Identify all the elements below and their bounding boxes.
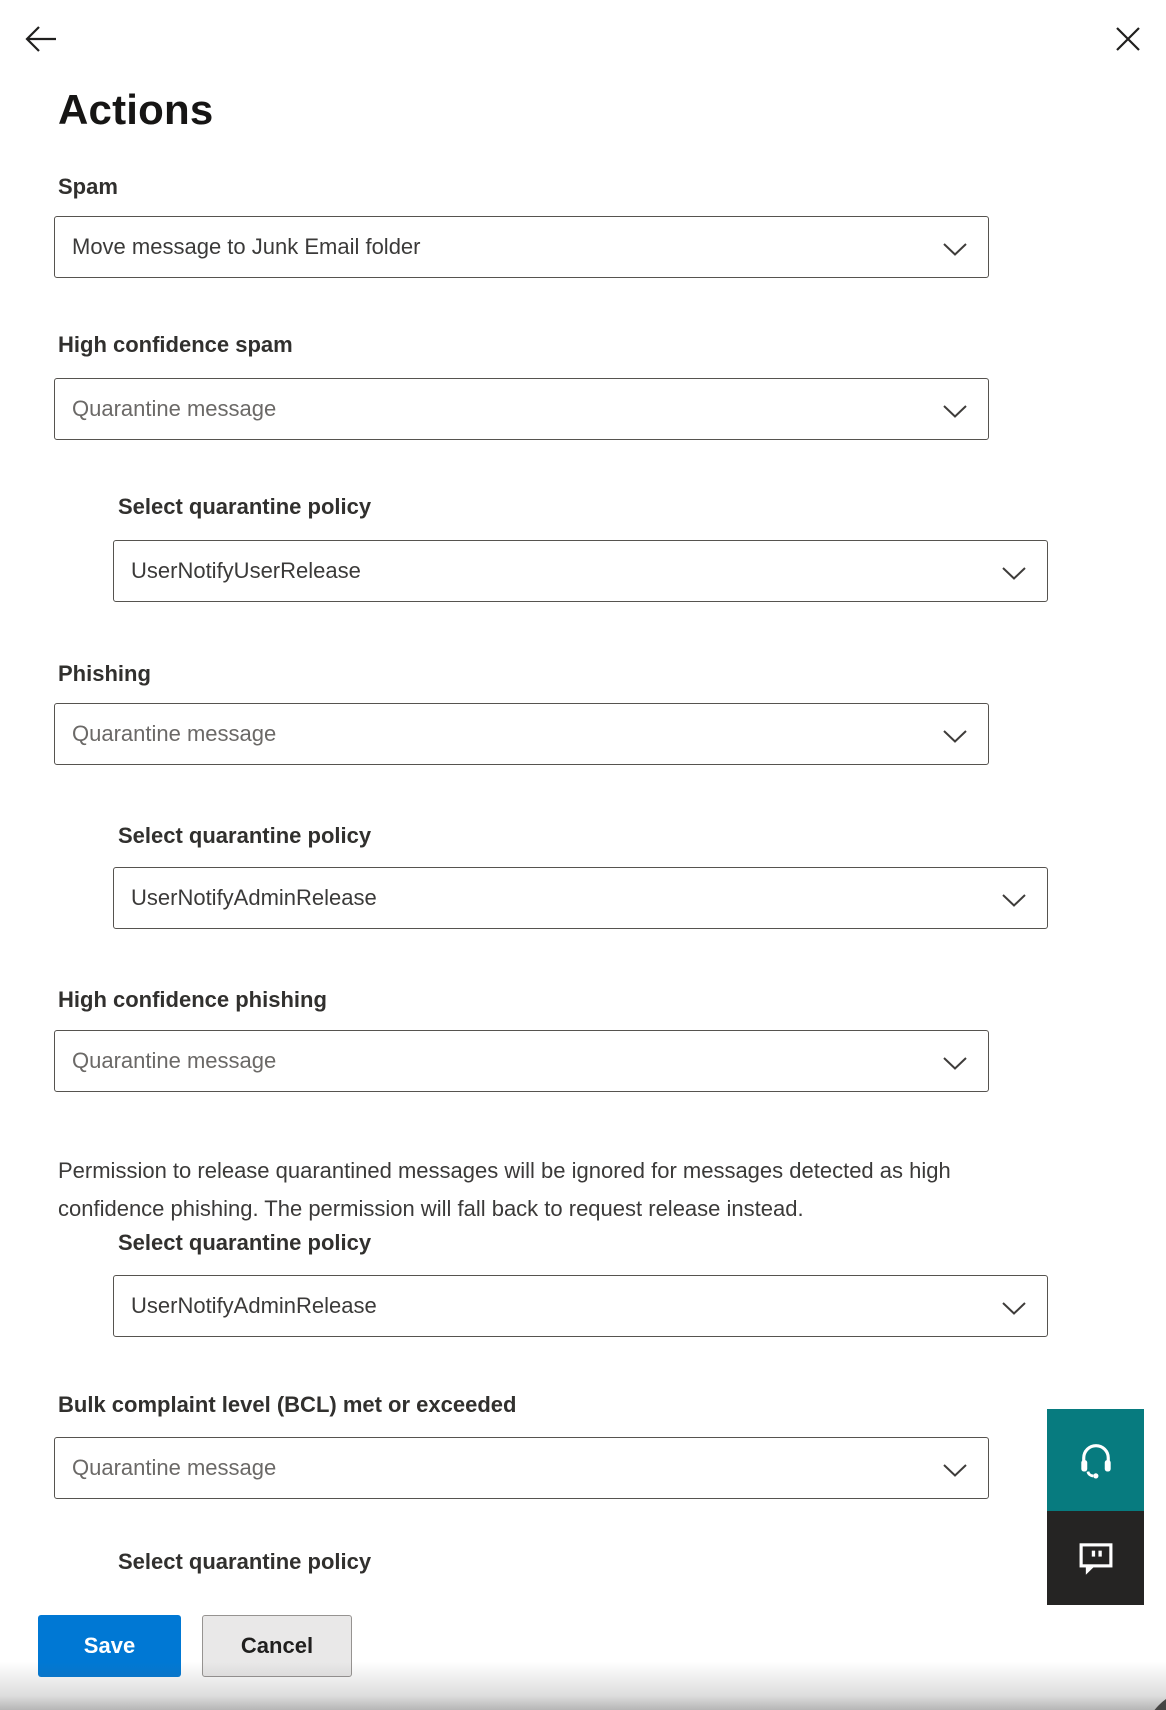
high-confidence-spam-action-value: Quarantine message xyxy=(72,396,277,421)
quarantine-policy-select-spam[interactable] xyxy=(113,540,1048,602)
help-button[interactable] xyxy=(1047,1409,1144,1511)
phishing-action-value: Quarantine message xyxy=(72,721,277,746)
quarantine-policy-select-phishing[interactable] xyxy=(113,867,1048,929)
high-confidence-phishing-action-select[interactable] xyxy=(54,1030,989,1092)
quarantine-policy-value-spam: UserNotifyUserRelease xyxy=(131,558,361,583)
quarantine-policy-value-hc-phishing: UserNotifyAdminRelease xyxy=(131,1293,377,1318)
label-bulk-complaint-level: Bulk complaint level (BCL) met or exceeded xyxy=(58,1392,517,1417)
chevron-down-icon xyxy=(1001,1301,1027,1316)
footer-command-bar xyxy=(0,1578,1166,1710)
close-button[interactable] xyxy=(1114,25,1142,53)
chevron-down-icon xyxy=(1001,893,1027,908)
chevron-down-icon xyxy=(1001,566,1027,581)
spam-action-select[interactable] xyxy=(54,216,989,278)
chevron-down-icon xyxy=(942,404,968,419)
back-button[interactable] xyxy=(24,24,58,54)
label-high-confidence-phishing: High confidence phishing xyxy=(58,987,327,1012)
high-confidence-phishing-action-value: Quarantine message xyxy=(72,1048,277,1073)
spam-action-value: Move message to Junk Email folder xyxy=(72,234,421,259)
save-button[interactable]: Save xyxy=(38,1615,181,1677)
quarantine-policy-select-hc-phishing[interactable] xyxy=(113,1275,1048,1337)
page-title: Actions xyxy=(58,86,214,133)
label-spam: Spam xyxy=(58,174,118,199)
label-select-quarantine-policy-4: Select quarantine policy xyxy=(118,1549,372,1574)
feedback-button[interactable] xyxy=(1047,1511,1144,1605)
back-icon xyxy=(24,24,58,54)
label-high-confidence-spam: High confidence spam xyxy=(58,332,293,357)
phishing-action-select[interactable] xyxy=(54,703,989,765)
label-select-quarantine-policy-1: Select quarantine policy xyxy=(118,494,372,519)
label-select-quarantine-policy-2: Select quarantine policy xyxy=(118,823,372,848)
chevron-down-icon xyxy=(942,242,968,257)
chevron-down-icon xyxy=(942,1463,968,1478)
high-confidence-phishing-note: Permission to release quarantined messages will be ignored for messages detected as high confidence phishing. The permission will fall back to request release instead. xyxy=(58,1158,951,1221)
label-select-quarantine-policy-3: Select quarantine policy xyxy=(118,1230,372,1255)
chevron-down-icon xyxy=(942,1056,968,1071)
close-icon xyxy=(1114,25,1142,53)
cancel-button[interactable]: Cancel xyxy=(202,1615,352,1677)
bcl-action-value: Quarantine message xyxy=(72,1455,277,1480)
chevron-down-icon xyxy=(942,729,968,744)
feedback-chat-icon xyxy=(1075,1537,1117,1579)
high-confidence-spam-action-select[interactable] xyxy=(54,378,989,440)
quarantine-policy-value-phishing: UserNotifyAdminRelease xyxy=(131,885,377,910)
label-phishing: Phishing xyxy=(58,661,151,686)
headset-icon xyxy=(1075,1439,1117,1481)
bcl-action-select[interactable] xyxy=(54,1437,989,1499)
